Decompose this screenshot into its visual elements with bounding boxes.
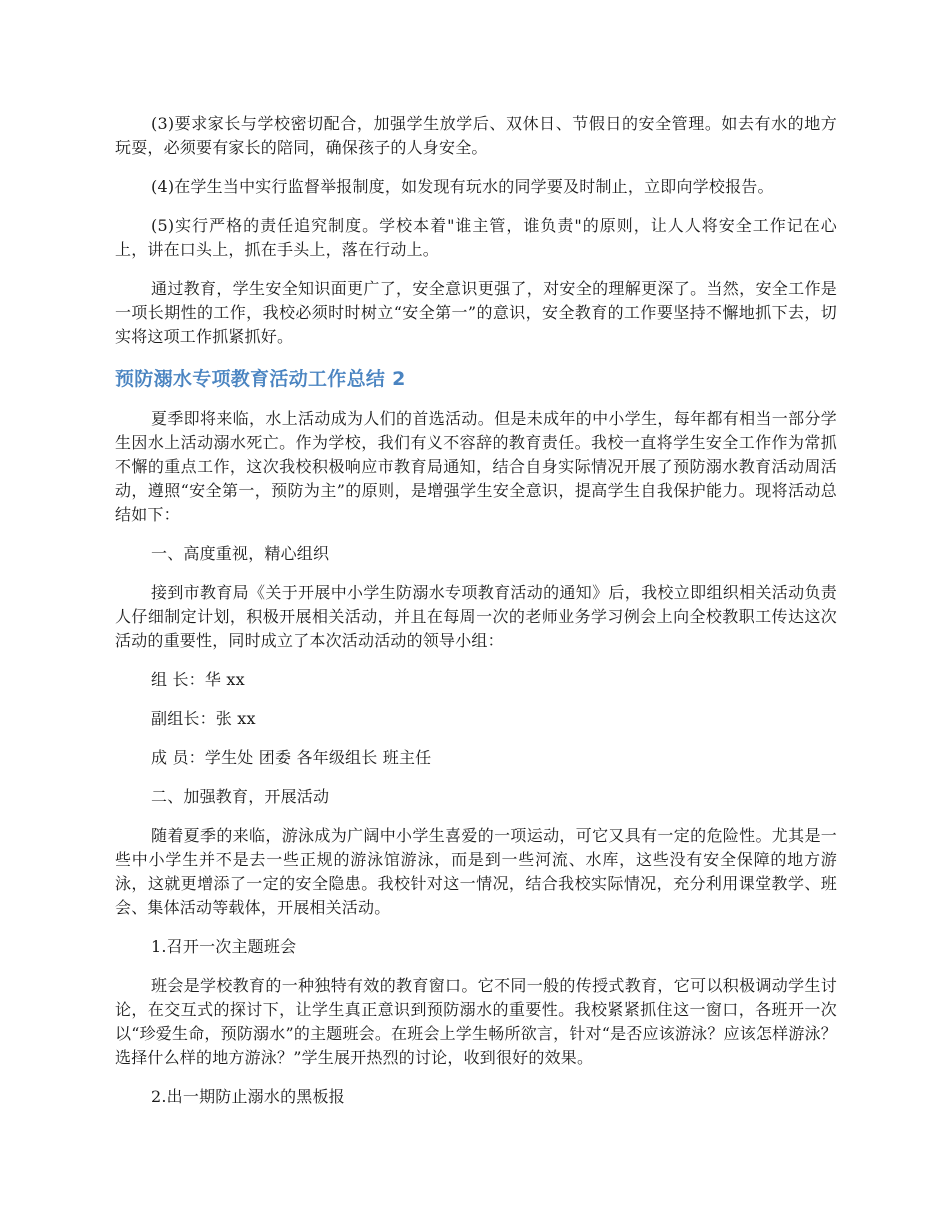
group-members: 成 员：学生处 团委 各年级组长 班主任 xyxy=(151,748,432,767)
document-page xyxy=(115,112,837,1124)
section-title: 预防溺水专项教育活动工作总结 2 xyxy=(115,368,406,390)
paragraph: 通过教育，学生安全知识面更广了，安全意识更强了，对安全的理解更深了。当然，安全工作是一项长期性的工作，我校必须时时树立“安全第一”的意识，安全教育的工作要坚持不懈地抓下去，切实将这项工作抓紧抓好。 xyxy=(115,279,837,346)
paragraph: (5)实行严格的责任追究制度。学校本着"谁主管，谁负责"的原则，让人人将安全工作记在心上，讲在口头上，抓在手头上，落在行动上。 xyxy=(115,216,837,259)
list-item-heading: 2.出一期防止溺水的黑板报 xyxy=(151,1087,345,1106)
deputy-group-leader: 副组长：张 xx xyxy=(151,709,256,728)
subheading: 二、加强教育，开展活动 xyxy=(151,787,330,806)
subheading: 一、高度重视，精心组织 xyxy=(151,544,330,563)
list-item-heading: 1.召开一次主题班会 xyxy=(151,937,297,956)
paragraph: (3)要求家长与学校密切配合，加强学生放学后、双休日、节假日的安全管理。如去有水的地方玩耍，必须要有家长的陪同，确保孩子的人身安全。 xyxy=(115,114,837,157)
paragraph: 接到市教育局《关于开展中小学生防溺水专项教育活动的通知》后，我校立即组织相关活动负责人仔细制定计划，积极开展相关活动，并且在每周一次的老师业务学习例会上向全校教职工传达这次活动的重要性，同时成立了本次活动活动的领导小组： xyxy=(115,583,837,650)
paragraph: (4)在学生当中实行监督举报制度，如发现有玩水的同学要及时制止，立即向学校报告。 xyxy=(151,177,774,196)
paragraph: 班会是学校教育的一种独特有效的教育窗口。它不同一般的传授式教育，它可以积极调动学生讨论，在交互式的探讨下，让学生真正意识到预防溺水的重要性。我校紧紧抓住这一窗口，各班开一次以“珍爱生命，预防溺水”的主题班会。在班会上学生畅所欲言，针对“是否应该游泳？应该怎样游泳？选择什么样的地方游泳？”学生展开热烈的讨论，收到很好的效果。 xyxy=(115,976,837,1067)
paragraph: 夏季即将来临，水上活动成为人们的首选活动。但是未成年的中小学生，每年都有相当一部分学生因水上活动溺水死亡。作为学校，我们有义不容辞的教育责任。我校一直将学生安全工作作为常抓不懈的重点工作，这次我校积极响应市教育局通知，结合自身实际情况开展了预防溺水教育活动周活动，遵照“安全第一，预防为主”的原则，是增强学生安全意识，提高学生自我保护能力。现将活动总结如下： xyxy=(115,409,837,524)
paragraph: 随着夏季的来临，游泳成为广阔中小学生喜爱的一项运动，可它又具有一定的危险性。尤其是一些中小学生并不是去一些正规的游泳馆游泳，而是到一些河流、水库，这些没有安全保障的地方游泳，这就更增添了一定的安全隐患。我校针对这一情况，结合我校实际情况，充分利用课堂教学、班会、集体活动等载体，开展相关活动。 xyxy=(115,826,837,917)
group-leader: 组 长：华 xx xyxy=(151,670,245,689)
